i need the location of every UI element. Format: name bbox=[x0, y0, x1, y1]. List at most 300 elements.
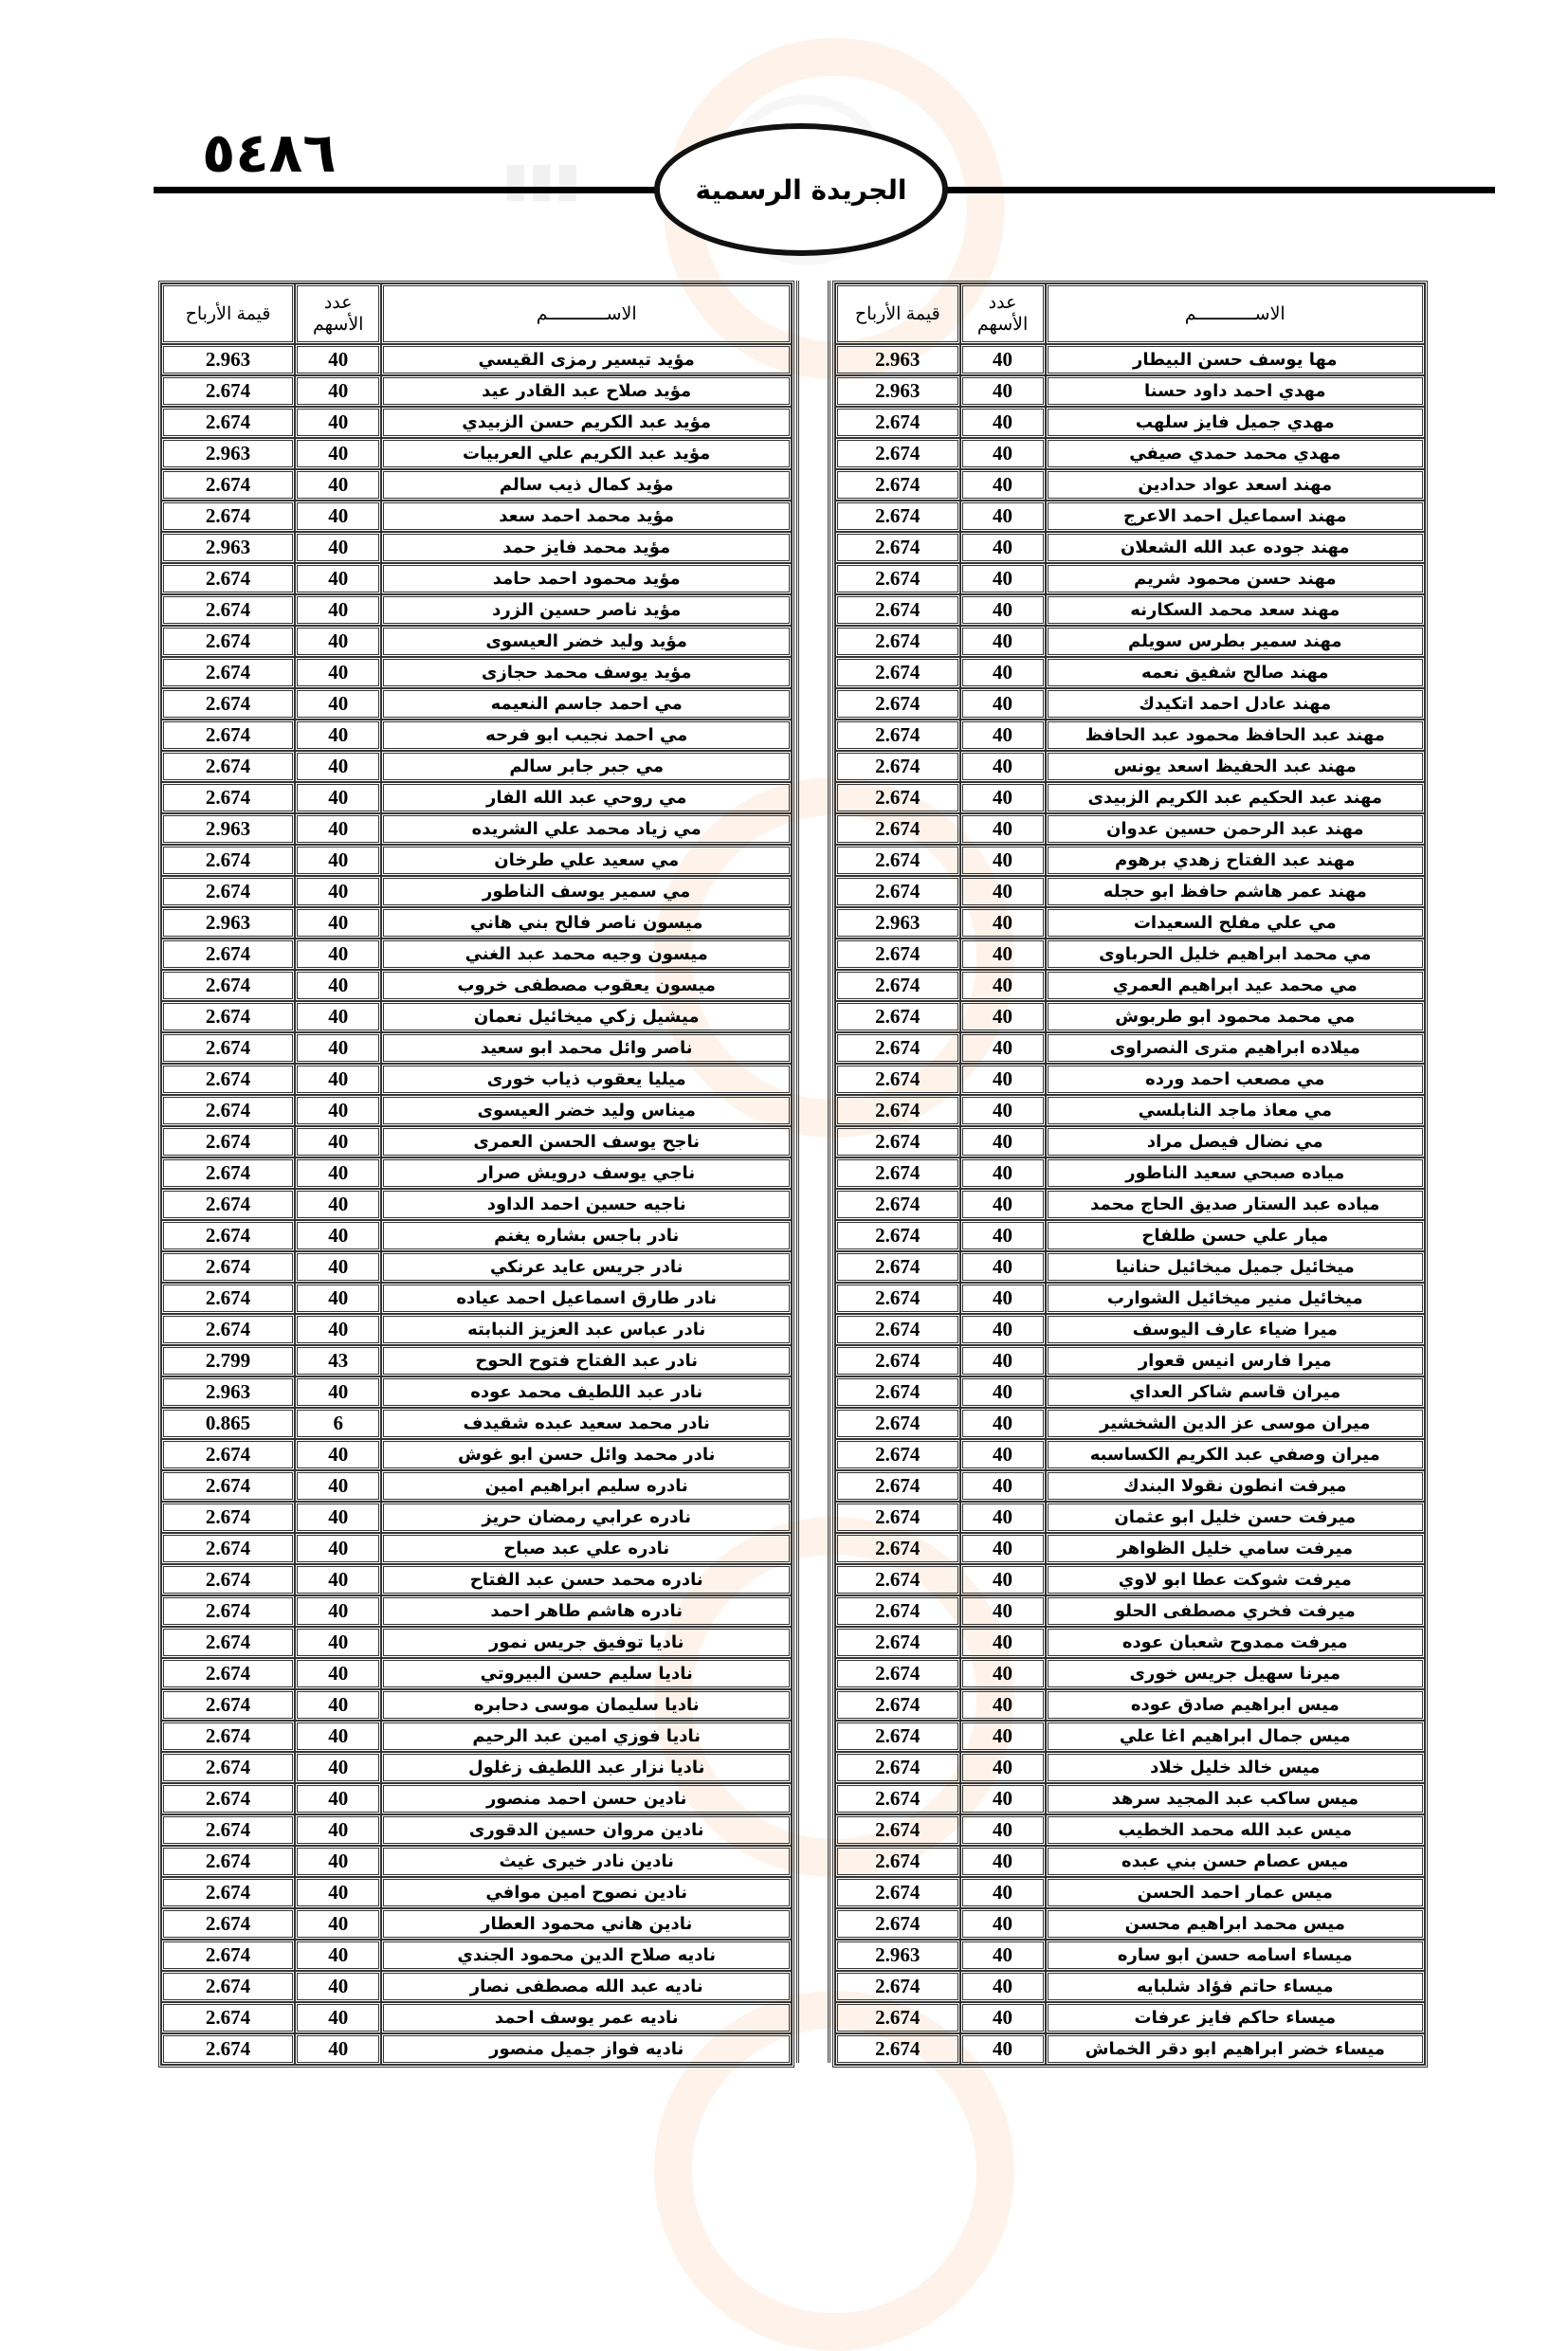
cell-profit: 2.674 bbox=[161, 1470, 295, 1502]
cell-name: ميرا فارس انيس قعوار bbox=[1046, 1345, 1425, 1376]
cell-name: ميران وصفي عبد الكريم الكساسبه bbox=[1046, 1439, 1425, 1470]
cell-profit: 2.674 bbox=[161, 2033, 295, 2065]
cell-profit: 2.963 bbox=[161, 532, 295, 563]
column-header-profit: قيمة الأرباح bbox=[161, 283, 295, 344]
cell-shares: 40 bbox=[960, 688, 1046, 720]
cell-shares: 40 bbox=[295, 2033, 381, 2065]
cell-name: مي نضال فيصل مراد bbox=[1046, 1126, 1425, 1157]
cell-name: ميس جمال ابراهيم اغا علي bbox=[1046, 1721, 1425, 1752]
column-header-shares: عدد الأسهم bbox=[295, 283, 381, 344]
table-row bbox=[161, 720, 792, 751]
table-row bbox=[835, 1314, 1425, 1345]
table-row bbox=[835, 688, 1425, 720]
cell-name: ميساء خضر ابراهيم ابو دقر الخماش bbox=[1046, 2033, 1425, 2065]
cell-name: ناديا توفيق جريس نمور bbox=[381, 1627, 792, 1658]
cell-shares: 40 bbox=[295, 532, 381, 563]
cell-profit: 2.674 bbox=[835, 1251, 960, 1283]
table-row bbox=[835, 438, 1425, 469]
table-row bbox=[835, 720, 1425, 751]
cell-name: نادره هاشم طاهر احمد bbox=[381, 1595, 792, 1627]
cell-name: مي سعيد علي طرخان bbox=[381, 845, 792, 876]
column-header-name: الاســـــــــــم bbox=[381, 283, 792, 344]
cell-profit: 2.674 bbox=[161, 1220, 295, 1251]
cell-shares: 40 bbox=[960, 1376, 1046, 1408]
cell-name: مهند صالح شفيق نعمه bbox=[1046, 657, 1425, 688]
cell-shares: 40 bbox=[295, 1940, 381, 1971]
table-row bbox=[161, 876, 792, 907]
table-row bbox=[161, 688, 792, 720]
cell-name: مي محمد عيد ابراهيم العمري bbox=[1046, 970, 1425, 1001]
cell-name: مياده عبد الستار صديق الحاج محمد bbox=[1046, 1189, 1425, 1220]
cell-profit: 2.674 bbox=[161, 876, 295, 907]
cell-name: ميشيل زكي ميخائيل نعمان bbox=[381, 1001, 792, 1032]
cell-name: ميرفت انطون نقولا البندك bbox=[1046, 1470, 1425, 1502]
cell-profit: 0.865 bbox=[161, 1408, 295, 1439]
table-row bbox=[161, 1564, 792, 1595]
table-row bbox=[835, 782, 1425, 813]
cell-name: مي زياد محمد علي الشريده bbox=[381, 813, 792, 845]
cell-profit: 2.674 bbox=[835, 1564, 960, 1595]
table-row bbox=[835, 594, 1425, 626]
table-row bbox=[161, 1064, 792, 1095]
cell-shares: 40 bbox=[295, 1157, 381, 1189]
table-row bbox=[835, 1032, 1425, 1064]
table-row bbox=[835, 1502, 1425, 1533]
cell-name: مي جبر جابر سالم bbox=[381, 751, 792, 782]
cell-name: ناجح يوسف الحسن العمرى bbox=[381, 1126, 792, 1157]
cell-profit: 2.674 bbox=[161, 1658, 295, 1689]
cell-profit: 2.674 bbox=[161, 1095, 295, 1126]
cell-shares: 40 bbox=[295, 1251, 381, 1283]
cell-shares: 40 bbox=[295, 1971, 381, 2002]
cell-shares: 40 bbox=[295, 1689, 381, 1721]
cell-name: مهند سعد محمد السكارنه bbox=[1046, 594, 1425, 626]
table-row bbox=[835, 1220, 1425, 1251]
cell-profit: 2.674 bbox=[161, 1314, 295, 1345]
cell-profit: 2.674 bbox=[835, 1220, 960, 1251]
cell-shares: 40 bbox=[295, 1001, 381, 1032]
cell-name: ميناس وليد خضر العيسوى bbox=[381, 1095, 792, 1126]
cell-shares: 40 bbox=[295, 845, 381, 876]
cell-profit: 2.674 bbox=[835, 1971, 960, 2002]
cell-profit: 2.674 bbox=[835, 501, 960, 532]
table-row bbox=[835, 845, 1425, 876]
cell-profit: 2.799 bbox=[161, 1345, 295, 1376]
table-row bbox=[835, 939, 1425, 970]
cell-name: ميخائيل منير ميخائيل الشوارب bbox=[1046, 1283, 1425, 1314]
cell-shares: 40 bbox=[960, 939, 1046, 970]
cell-name: ميس عصام حسن بني عبده bbox=[1046, 1846, 1425, 1877]
cell-shares: 40 bbox=[295, 657, 381, 688]
cell-profit: 2.674 bbox=[161, 563, 295, 594]
cell-shares: 40 bbox=[960, 344, 1046, 375]
cell-name: ميس عمار احمد الحسن bbox=[1046, 1877, 1425, 1908]
table-row bbox=[161, 1189, 792, 1220]
cell-profit: 2.674 bbox=[835, 970, 960, 1001]
table-row bbox=[161, 1814, 792, 1846]
table-row bbox=[161, 1439, 792, 1470]
cell-name: مؤيد ناصر حسين الزرد bbox=[381, 594, 792, 626]
column-header-name: الاســـــــــــم bbox=[1046, 283, 1425, 344]
cell-shares: 40 bbox=[295, 1502, 381, 1533]
table-row bbox=[835, 1877, 1425, 1908]
cell-profit: 2.674 bbox=[161, 939, 295, 970]
cell-profit: 2.674 bbox=[161, 594, 295, 626]
cell-name: مهند عبد الحكيم عبد الكريم الزبيدى bbox=[1046, 782, 1425, 813]
table-row bbox=[161, 1095, 792, 1126]
cell-name: مها يوسف حسن البيطار bbox=[1046, 344, 1425, 375]
gazette-title: الجريدة الرسمية bbox=[695, 173, 907, 206]
cell-profit: 2.674 bbox=[835, 1376, 960, 1408]
cell-shares: 40 bbox=[960, 1846, 1046, 1877]
cell-shares: 40 bbox=[960, 1032, 1046, 1064]
cell-profit: 2.674 bbox=[835, 813, 960, 845]
cell-profit: 2.674 bbox=[835, 1533, 960, 1564]
cell-shares: 40 bbox=[960, 1533, 1046, 1564]
cell-profit: 2.674 bbox=[835, 1032, 960, 1064]
table-row bbox=[161, 344, 792, 375]
table-row bbox=[161, 501, 792, 532]
cell-name: ميرنا سهيل جريس خورى bbox=[1046, 1658, 1425, 1689]
cell-shares: 40 bbox=[295, 1658, 381, 1689]
cell-shares: 40 bbox=[960, 1220, 1046, 1251]
cell-shares: 40 bbox=[295, 1376, 381, 1408]
cell-name: نادر محمد سعيد عبده شقيدف bbox=[381, 1408, 792, 1439]
cell-profit: 2.674 bbox=[161, 1846, 295, 1877]
cell-profit: 2.674 bbox=[161, 1564, 295, 1595]
cell-profit: 2.674 bbox=[161, 1251, 295, 1283]
table-row bbox=[835, 1721, 1425, 1752]
cell-name: ميرفت حسن خليل ابو عثمان bbox=[1046, 1502, 1425, 1533]
cell-name: نادر باجس بشاره يغنم bbox=[381, 1220, 792, 1251]
cell-name: ميرفت ممدوح شعبان عوده bbox=[1046, 1627, 1425, 1658]
cell-shares: 40 bbox=[960, 2002, 1046, 2033]
cell-name: مهند اسعد عواد حدادين bbox=[1046, 469, 1425, 501]
cell-shares: 40 bbox=[295, 1439, 381, 1470]
cell-profit: 2.674 bbox=[161, 1189, 295, 1220]
cell-profit: 2.674 bbox=[161, 1940, 295, 1971]
cell-profit: 2.674 bbox=[835, 469, 960, 501]
cell-shares: 40 bbox=[295, 1189, 381, 1220]
cell-shares: 40 bbox=[960, 657, 1046, 688]
table-row bbox=[835, 375, 1425, 407]
cell-profit: 2.674 bbox=[835, 1126, 960, 1157]
table-row bbox=[835, 1126, 1425, 1157]
cell-profit: 2.674 bbox=[161, 469, 295, 501]
table-row bbox=[835, 1001, 1425, 1032]
table-row bbox=[161, 1408, 792, 1439]
cell-name: مي روحي عبد الله الفار bbox=[381, 782, 792, 813]
cell-name: مي معاذ ماجد النابلسي bbox=[1046, 1095, 1425, 1126]
cell-shares: 40 bbox=[295, 1721, 381, 1752]
cell-name: مؤيد عبد الكريم حسن الزبيدي bbox=[381, 407, 792, 438]
cell-shares: 40 bbox=[960, 1314, 1046, 1345]
cell-profit: 2.674 bbox=[835, 1877, 960, 1908]
table-row bbox=[161, 1783, 792, 1814]
table-row bbox=[161, 1846, 792, 1877]
cell-profit: 2.674 bbox=[835, 1408, 960, 1439]
cell-profit: 2.963 bbox=[161, 907, 295, 939]
cell-shares: 40 bbox=[960, 1251, 1046, 1283]
cell-name: ناديه عمر يوسف احمد bbox=[381, 2002, 792, 2033]
table-row bbox=[161, 1595, 792, 1627]
cell-name: مي محمد محمود ابو طربوش bbox=[1046, 1001, 1425, 1032]
cell-profit: 2.674 bbox=[161, 407, 295, 438]
cell-shares: 40 bbox=[960, 1940, 1046, 1971]
cell-name: ميساء اسامه حسن ابو ساره bbox=[1046, 1940, 1425, 1971]
cell-shares: 40 bbox=[295, 751, 381, 782]
cell-shares: 40 bbox=[295, 438, 381, 469]
cell-name: مهند عبد الرحمن حسين عدوان bbox=[1046, 813, 1425, 845]
cell-name: نادر طارق اسماعيل احمد عياده bbox=[381, 1283, 792, 1314]
cell-shares: 40 bbox=[960, 501, 1046, 532]
cell-name: مؤيد محمود احمد حامد bbox=[381, 563, 792, 594]
table-row bbox=[835, 1533, 1425, 1564]
cell-profit: 2.674 bbox=[835, 876, 960, 907]
cell-profit: 2.674 bbox=[835, 751, 960, 782]
cell-shares: 40 bbox=[960, 1408, 1046, 1439]
cell-name: ناديا سليم حسن البيروتي bbox=[381, 1658, 792, 1689]
cell-profit: 2.674 bbox=[835, 626, 960, 657]
cell-name: مياده صبحي سعيد الناطور bbox=[1046, 1157, 1425, 1189]
cell-profit: 2.674 bbox=[835, 1752, 960, 1783]
table-row bbox=[835, 1940, 1425, 1971]
cell-profit: 2.674 bbox=[161, 970, 295, 1001]
cell-name: ميرا ضياء عارف اليوسف bbox=[1046, 1314, 1425, 1345]
cell-shares: 40 bbox=[295, 1095, 381, 1126]
cell-name: ميس ساكب عبد المجيد سرهد bbox=[1046, 1783, 1425, 1814]
cell-name: مؤيد عبد الكريم علي العربيات bbox=[381, 438, 792, 469]
cell-profit: 2.674 bbox=[161, 501, 295, 532]
cell-shares: 40 bbox=[295, 1533, 381, 1564]
cell-profit: 2.674 bbox=[161, 1595, 295, 1627]
cell-shares: 40 bbox=[960, 813, 1046, 845]
cell-shares: 40 bbox=[295, 907, 381, 939]
cell-name: ميسون وجيه محمد عبد الغني bbox=[381, 939, 792, 970]
cell-profit: 2.674 bbox=[835, 1001, 960, 1032]
table-row bbox=[835, 563, 1425, 594]
table-row bbox=[835, 1470, 1425, 1502]
table-row bbox=[835, 813, 1425, 845]
cell-name: مهند سمير بطرس سويلم bbox=[1046, 626, 1425, 657]
cell-name: ميسون يعقوب مصطفى خروب bbox=[381, 970, 792, 1001]
table-row bbox=[161, 1908, 792, 1940]
cell-profit: 2.674 bbox=[835, 1721, 960, 1752]
cell-shares: 40 bbox=[960, 469, 1046, 501]
table-row bbox=[835, 1251, 1425, 1283]
cell-name: نادر عبد الفتاح فتوح الحوح bbox=[381, 1345, 792, 1376]
cell-shares: 40 bbox=[960, 845, 1046, 876]
table-row bbox=[161, 1283, 792, 1314]
cell-shares: 40 bbox=[960, 1189, 1046, 1220]
cell-profit: 2.674 bbox=[835, 720, 960, 751]
cell-profit: 2.674 bbox=[161, 1502, 295, 1533]
table-row bbox=[161, 1502, 792, 1533]
cell-shares: 40 bbox=[295, 1877, 381, 1908]
cell-name: نادره علي عبد صباح bbox=[381, 1533, 792, 1564]
masthead-ellipse bbox=[654, 123, 948, 256]
table-row bbox=[161, 1251, 792, 1283]
table-row bbox=[161, 907, 792, 939]
cell-name: ميران قاسم شاكر العداي bbox=[1046, 1376, 1425, 1408]
cell-name: مهند حسن محمود شريم bbox=[1046, 563, 1425, 594]
cell-name: مي احمد جاسم النعيمه bbox=[381, 688, 792, 720]
cell-name: مي محمد ابراهيم خليل الحرباوى bbox=[1046, 939, 1425, 970]
table-row bbox=[161, 1689, 792, 1721]
table-separator bbox=[796, 281, 830, 2063]
cell-name: ميس محمد ابراهيم محسن bbox=[1046, 1908, 1425, 1940]
cell-shares: 40 bbox=[960, 1689, 1046, 1721]
cell-shares: 40 bbox=[295, 1564, 381, 1595]
cell-profit: 2.674 bbox=[161, 1752, 295, 1783]
cell-shares: 40 bbox=[295, 1032, 381, 1064]
table-row bbox=[161, 1658, 792, 1689]
cell-profit: 2.674 bbox=[835, 1470, 960, 1502]
cell-profit: 2.674 bbox=[161, 1689, 295, 1721]
cell-shares: 40 bbox=[960, 1502, 1046, 1533]
cell-shares: 40 bbox=[960, 407, 1046, 438]
cell-shares: 40 bbox=[295, 407, 381, 438]
cell-name: ميساء حاتم فؤاد شلبايه bbox=[1046, 1971, 1425, 2002]
page-number: ٥٤٨٦ bbox=[202, 120, 337, 185]
table-row bbox=[161, 1971, 792, 2002]
cell-shares: 40 bbox=[295, 1064, 381, 1095]
cell-profit: 2.674 bbox=[835, 2033, 960, 2065]
table-row bbox=[161, 751, 792, 782]
cell-name: نادر جريس عايد عرنكي bbox=[381, 1251, 792, 1283]
table-row bbox=[835, 876, 1425, 907]
cell-profit: 2.674 bbox=[161, 1783, 295, 1814]
table-row bbox=[835, 501, 1425, 532]
table-row bbox=[161, 626, 792, 657]
cell-shares: 40 bbox=[960, 1001, 1046, 1032]
cell-name: نادر محمد وائل حسن ابو غوش bbox=[381, 1439, 792, 1470]
cell-profit: 2.963 bbox=[161, 813, 295, 845]
cell-shares: 40 bbox=[960, 626, 1046, 657]
cell-shares: 40 bbox=[960, 1126, 1046, 1157]
cell-shares: 40 bbox=[295, 1470, 381, 1502]
table-row bbox=[161, 1376, 792, 1408]
cell-shares: 40 bbox=[960, 751, 1046, 782]
cell-name: ميار علي حسن طلفاح bbox=[1046, 1220, 1425, 1251]
table-row bbox=[161, 375, 792, 407]
cell-profit: 2.963 bbox=[835, 344, 960, 375]
cell-profit: 2.674 bbox=[161, 1627, 295, 1658]
table-row bbox=[835, 1908, 1425, 1940]
cell-profit: 2.674 bbox=[161, 657, 295, 688]
cell-shares: 40 bbox=[960, 2033, 1046, 2065]
cell-name: نادين نادر خيرى غيث bbox=[381, 1846, 792, 1877]
cell-name: ميلاده ابراهيم مترى النصراوى bbox=[1046, 1032, 1425, 1064]
cell-shares: 40 bbox=[960, 1564, 1046, 1595]
cell-name: ميخائيل جميل ميخائيل حنانيا bbox=[1046, 1251, 1425, 1283]
cell-profit: 2.963 bbox=[161, 438, 295, 469]
cell-name: ناديه فواز جميل منصور bbox=[381, 2033, 792, 2065]
cell-profit: 2.963 bbox=[835, 907, 960, 939]
cell-shares: 40 bbox=[960, 1064, 1046, 1095]
cell-name: نادين نصوح امين موافي bbox=[381, 1877, 792, 1908]
cell-name: مهند عبد الحفيظ اسعد يونس bbox=[1046, 751, 1425, 782]
cell-shares: 6 bbox=[295, 1408, 381, 1439]
cell-profit: 2.674 bbox=[835, 1095, 960, 1126]
cell-shares: 40 bbox=[295, 501, 381, 532]
cell-shares: 40 bbox=[295, 1814, 381, 1846]
cell-profit: 2.674 bbox=[161, 375, 295, 407]
cell-profit: 2.674 bbox=[161, 1971, 295, 2002]
cell-shares: 40 bbox=[960, 1908, 1046, 1940]
cell-shares: 40 bbox=[960, 1783, 1046, 1814]
cell-profit: 2.674 bbox=[161, 1001, 295, 1032]
cell-profit: 2.674 bbox=[835, 1283, 960, 1314]
cell-shares: 40 bbox=[960, 1971, 1046, 2002]
cell-shares: 40 bbox=[960, 1470, 1046, 1502]
table-row bbox=[835, 469, 1425, 501]
cell-shares: 40 bbox=[295, 594, 381, 626]
table-row bbox=[835, 1345, 1425, 1376]
table-row bbox=[835, 1157, 1425, 1189]
table-row bbox=[161, 1220, 792, 1251]
cell-name: نادره محمد حسن عبد الفتاح bbox=[381, 1564, 792, 1595]
table-row bbox=[835, 1595, 1425, 1627]
table-row bbox=[835, 1408, 1425, 1439]
table-header-row bbox=[161, 283, 792, 344]
cell-name: نادر عبد اللطيف محمد عوده bbox=[381, 1376, 792, 1408]
cell-profit: 2.674 bbox=[161, 626, 295, 657]
cell-profit: 2.674 bbox=[835, 1627, 960, 1658]
cell-shares: 40 bbox=[295, 876, 381, 907]
cell-shares: 40 bbox=[960, 1752, 1046, 1783]
cell-name: ناديا سليمان موسى دحابره bbox=[381, 1689, 792, 1721]
table-row bbox=[835, 1814, 1425, 1846]
cell-profit: 2.674 bbox=[161, 1064, 295, 1095]
cell-shares: 40 bbox=[960, 907, 1046, 939]
table-row bbox=[835, 1376, 1425, 1408]
cell-profit: 2.674 bbox=[835, 1658, 960, 1689]
cell-shares: 40 bbox=[295, 1752, 381, 1783]
cell-name: مهند عبد الحافظ محمود عبد الحافظ bbox=[1046, 720, 1425, 751]
cell-shares: 40 bbox=[960, 1439, 1046, 1470]
table-row bbox=[161, 813, 792, 845]
cell-shares: 40 bbox=[960, 876, 1046, 907]
table-row bbox=[161, 782, 792, 813]
cell-name: مي علي مفلح السعيدات bbox=[1046, 907, 1425, 939]
cell-name: نادين هاني محمود العطار bbox=[381, 1908, 792, 1940]
cell-shares: 40 bbox=[295, 970, 381, 1001]
cell-profit: 2.674 bbox=[161, 845, 295, 876]
cell-shares: 40 bbox=[295, 688, 381, 720]
cell-name: ناديا نزار عبد اللطيف زغلول bbox=[381, 1752, 792, 1783]
cell-shares: 40 bbox=[960, 594, 1046, 626]
cell-name: نادره عرابي رمضان حريز bbox=[381, 1502, 792, 1533]
table-row bbox=[835, 407, 1425, 438]
cell-shares: 40 bbox=[960, 1877, 1046, 1908]
cell-shares: 40 bbox=[960, 1721, 1046, 1752]
cell-shares: 40 bbox=[295, 1627, 381, 1658]
cell-name: نادين حسن احمد منصور bbox=[381, 1783, 792, 1814]
cell-name: مي سمير يوسف الناطور bbox=[381, 876, 792, 907]
cell-name: ميس عبد الله محمد الخطيب bbox=[1046, 1814, 1425, 1846]
cell-profit: 2.674 bbox=[835, 1345, 960, 1376]
table-row bbox=[835, 1658, 1425, 1689]
cell-profit: 2.674 bbox=[835, 939, 960, 970]
cell-shares: 40 bbox=[295, 1220, 381, 1251]
watermark-logo-text: ▮▮▮ bbox=[502, 152, 581, 207]
table-row bbox=[161, 845, 792, 876]
cell-profit: 2.674 bbox=[835, 594, 960, 626]
cell-profit: 2.674 bbox=[161, 1877, 295, 1908]
cell-name: مهند اسماعيل احمد الاعرج bbox=[1046, 501, 1425, 532]
cell-name: مؤيد كمال ذيب سالم bbox=[381, 469, 792, 501]
